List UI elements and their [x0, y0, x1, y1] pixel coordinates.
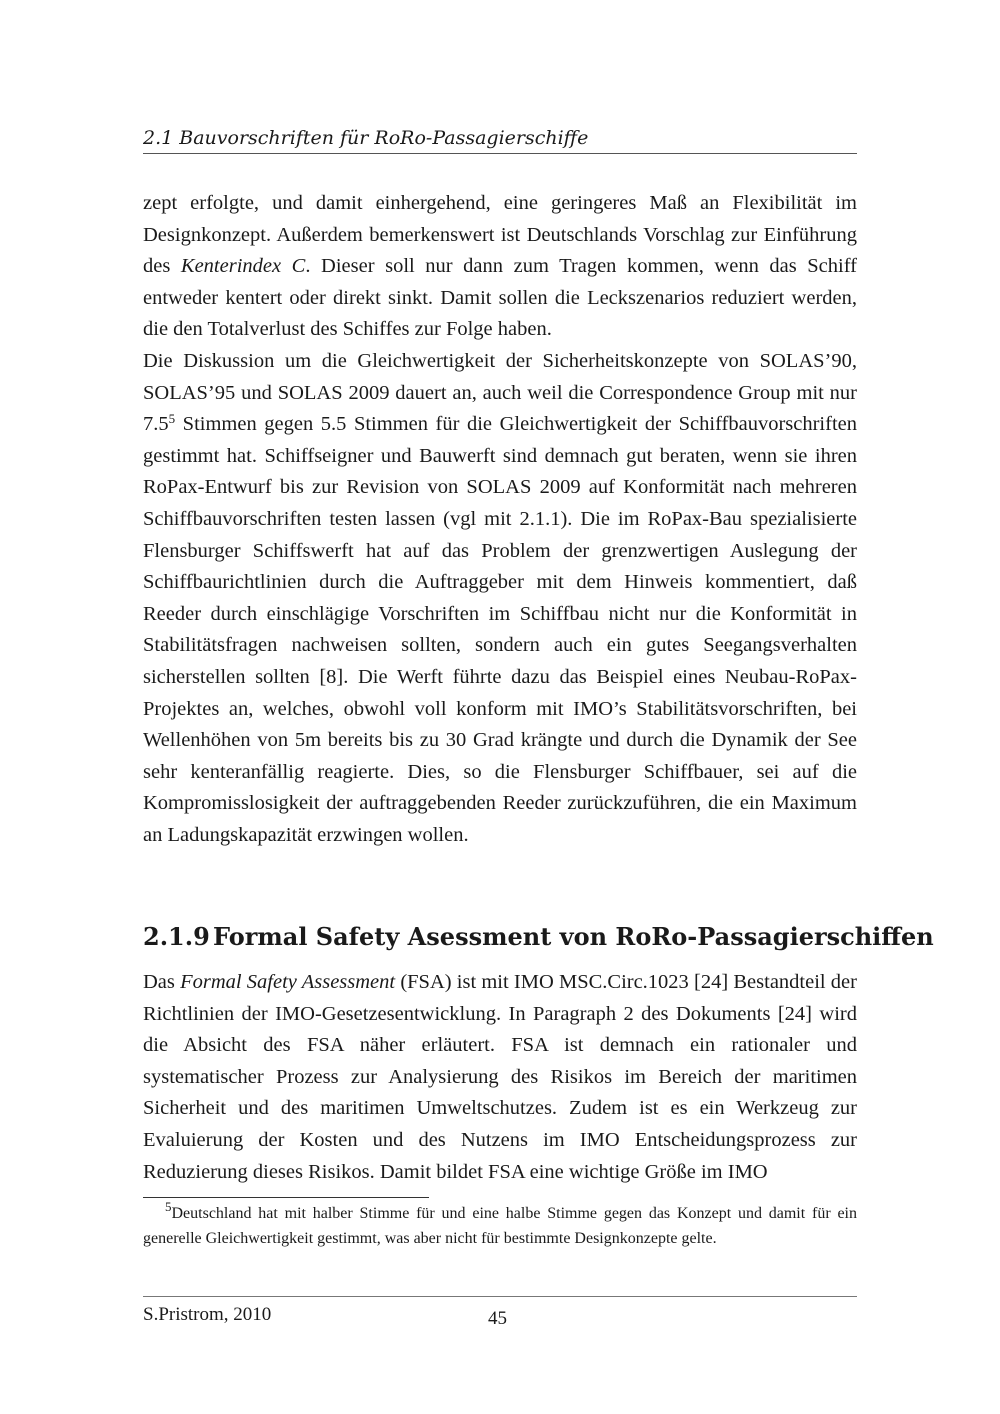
section-title: Formal Safety Asessment von RoRo-Passagierschiffen: [213, 922, 934, 951]
paragraph-kenterindex: [143, 188, 857, 346]
section-heading: [143, 919, 934, 955]
section-number: 2.1.9: [143, 922, 210, 951]
paragraph-text: Stimmen gegen 5.5 Stimmen für die Gleichwertigkeit der Schiffbauvorschriften gestimmt hat. Schiffseigner und Bauwerft sind demnach gut beraten, wenn sie ihren RoPax-Entwurf bis zur Revision von SOLAS 2009 auf Konformität nach mehreren Schiffbauvorschriften testen lassen (vgl mit 2.1.1). Die im RoPax-Bau spezialisierte Flensburger Schiffswerft hat auf das Problem der grenzwertigen Auslegung der Schiffbaurichtlinien durch die Auftraggeber mit dem Hinweis kommentiert, daß Reeder durch einschlägige Vorschriften im Schiffbau nicht nur die Konformität in Stabilitätsfragen nachweisen sollten, sondern auch ein gutes Seegangsverhalten sicherstellen sollten [8]. Die Werft führte dazu das Beispiel eines Neubau-RoPax-Projektes an, welches, obwohl voll konform mit IMO’s Stabilitätsvorschriften, bei Wellenhöhen von 5m bereits bis zu 30 Grad krängte und durch die Dynamik der See sehr kenteranfällig reagierte. Dies, so die Flensburger Schiffbauer, sei auf die Kompromisslosigkeit der auftraggebenden Reeder zurückzuführen, die ein Maximum an Ladungskapazität erzwingen wollen.: [143, 413, 857, 846]
footnote-text: Deutschland hat mit halber Stimme für und eine halbe Stimme gegen das Konzept und damit für ein generelle Gleichwertigkeit gestimmt, was aber nicht für bestimmte Designkonzepte gelte.: [143, 1205, 857, 1247]
footnote-rule: [143, 1197, 429, 1198]
footer-author: S.Pristrom, 2010: [143, 1304, 272, 1325]
footnote-mark: 5: [165, 1199, 172, 1214]
footnote: [143, 1201, 857, 1251]
running-header: 2.1 Bauvorschriften für RoRo-Passagierschiffe: [143, 127, 589, 149]
page-number: 45: [488, 1308, 507, 1329]
paragraph-text: zept erfolgte, und damit einhergehend, eine geringeres Maß an Flexibilität im Designkonzept. Außerdem bemerkenswert ist Deutschlands Vorschlag zur Einführung des: [143, 192, 857, 278]
body-text: [143, 188, 857, 851]
paragraph-text: Die Diskussion um die Gleichwertigkeit der Sicherheitskonzepte von SOLAS’90, SOLAS’95 und SOLAS 2009 dauert an, auch weil die Correspondence Group mit nur 7.5: [143, 349, 857, 436]
footer-rule: [143, 1296, 857, 1297]
paragraph-text: . Dieser soll nur dann zum Tragen kommen, wenn das Schiff entweder kentert oder direkt sinkt. Damit sollen die Leckszenarios reduziert werden, die den Totalverlust des Schiffes zur Folge haben.: [143, 255, 858, 341]
fsa-paragraph: [143, 967, 857, 1188]
paragraph-text: (FSA) ist mit IMO MSC.Circ.1023 [24] Bestandteil der Richtlinien der IMO-Gesetzesentwicklung. In Paragraph 2 des Dokuments [24] wird die Absicht des FSA näher erläutert. FSA ist demnach ein rationaler und systematischer Prozess zur Analysierung des Risikos im Bereich der maritimen Sicherheit und des maritimen Umweltschutzes. Zudem ist es ein Werkzeug zur Evaluierung der Kosten und des Nutzens im IMO Entscheidungsprozess zur Reduzierung dieses Risikos. Damit bildet FSA eine wichtige Größe im IMO: [143, 971, 857, 1183]
header-rule: [143, 153, 857, 154]
paragraph-solas-discussion: [143, 346, 857, 852]
emphasis-kenterindex: Kenterindex C: [180, 255, 306, 278]
emphasis-fsa: Formal Safety Assessment: [180, 971, 396, 993]
paragraph-text: Das: [143, 971, 181, 993]
footnote-reference[interactable]: 5: [168, 411, 176, 427]
